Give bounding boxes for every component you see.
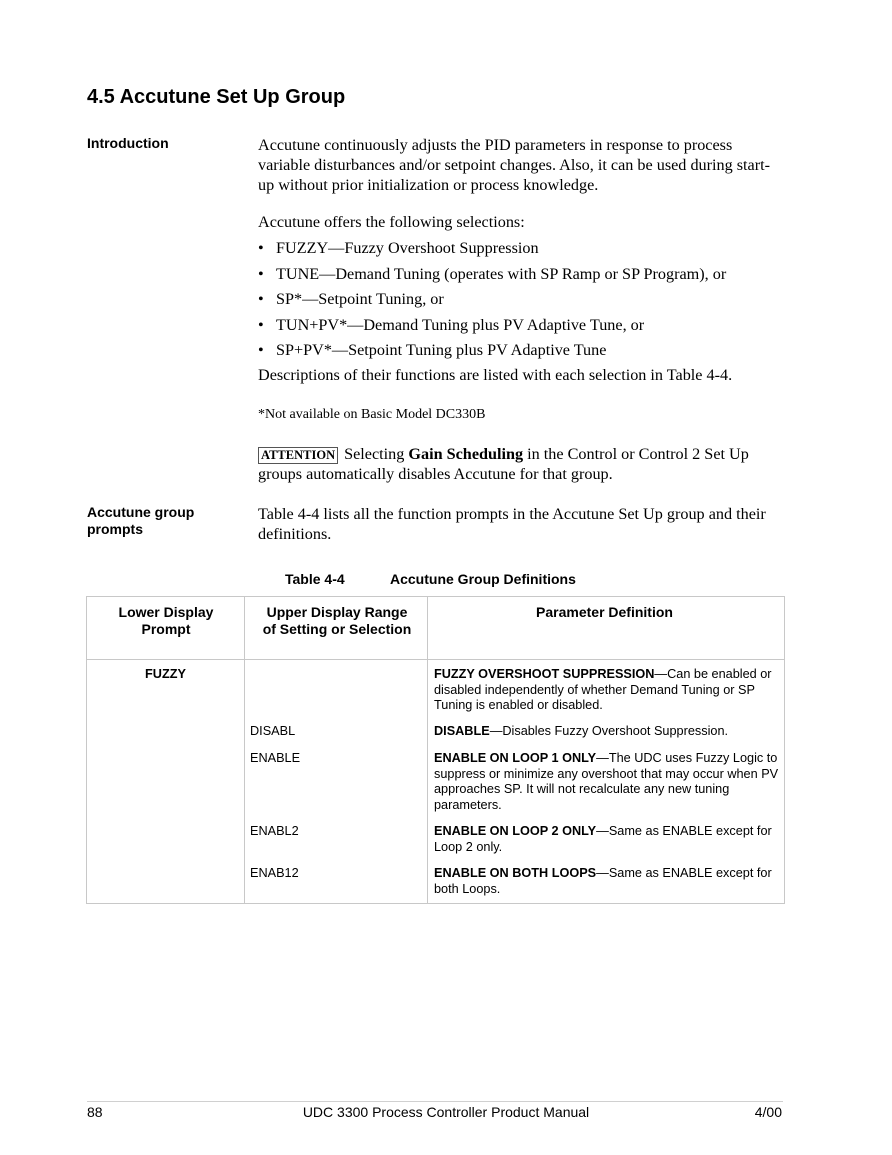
definition-term: FUZZY OVERSHOOT SUPPRESSION: [434, 667, 655, 681]
descriptions-line: Descriptions of their functions are listed with each selection in Table 4-4.: [258, 366, 733, 384]
column-divider: [427, 597, 428, 903]
definition-term: ENABLE ON BOTH LOOPS: [434, 866, 597, 880]
prompt-cell: FUZZY: [145, 667, 186, 681]
column-divider: [244, 597, 245, 903]
table-row-definition: [434, 724, 779, 740]
offers-line: Accutune offers the following selections:: [258, 213, 525, 231]
attention-text-after: in the Control or Control 2 Set Up groups automatically disables Accutune for that group.: [258, 445, 749, 483]
footer-rule: [87, 1101, 783, 1102]
definition-text: —Same as ENABLE except for Loop 2 only.: [434, 824, 772, 854]
list-item-text: FUZZY—Fuzzy Overshoot Suppression: [276, 239, 539, 257]
setting-cell: ENAB12: [250, 866, 299, 880]
list-item-text: SP+PV*—Setpoint Tuning plus PV Adaptive Tune: [276, 341, 607, 359]
list-item-text: SP*—Setpoint Tuning, or: [276, 290, 444, 308]
table-row-definition: [434, 824, 779, 855]
header-upper-display-range: Upper Display Range of Setting or Selection: [262, 604, 412, 637]
table-row-definition: [434, 866, 779, 897]
section-title: 4.5 Accutune Set Up Group: [87, 86, 346, 108]
table-caption-number: Table 4-4: [285, 571, 345, 587]
definition-text: —Can be enabled or disabled independently of whether Demand Tuning or SP Tuning is enabled or disabled.: [434, 667, 772, 712]
attention-badge: ATTENTION: [258, 447, 338, 464]
list-item-text: TUNE—Demand Tuning (operates with SP Ramp or SP Program), or: [276, 264, 727, 283]
definition-term: DISABLE: [434, 724, 490, 738]
setting-cell: DISABL: [250, 724, 296, 738]
header-lower-display-prompt: Lower Display Prompt: [118, 604, 214, 637]
definition-term: ENABLE ON LOOP 2 ONLY: [434, 824, 597, 838]
list-item: [258, 289, 778, 315]
bullet-icon: •: [258, 290, 264, 308]
list-item: [258, 340, 778, 366]
header-divider: [87, 659, 784, 660]
revision-date: 4/00: [754, 1104, 782, 1120]
table-row-definition: [434, 751, 779, 813]
list-item: [258, 264, 778, 290]
header-parameter-definition: Parameter Definition: [536, 604, 673, 620]
table-caption-title: Accutune Group Definitions: [390, 571, 576, 587]
definition-text: —The UDC uses Fuzzy Logic to suppress or minimize any overshoot that may occur when PV approaches SP. It will not recalculate any new tuning parameters.: [434, 751, 779, 812]
setting-cell: ENABL2: [250, 824, 299, 838]
list-item: [258, 315, 778, 341]
prompts-paragraph: Table 4-4 lists all the function prompts in the Accutune Set Up group and their definitions.: [258, 505, 766, 543]
attention-text-before: Selecting: [344, 445, 409, 463]
bullet-icon: •: [258, 341, 264, 359]
bullet-icon: •: [258, 239, 264, 257]
list-item: [258, 238, 778, 264]
list-item-text: TUN+PV*—Demand Tuning plus PV Adaptive Tune, or: [276, 315, 645, 334]
bullet-icon: •: [258, 315, 264, 334]
introduction-label: Introduction: [87, 135, 169, 151]
intro-paragraph: Accutune continuously adjusts the PID parameters in response to process variable disturbances and/or setpoint changes. Also, it can be used during start-up without prior initialization or process knowledge.: [258, 136, 771, 194]
selection-list: [258, 238, 778, 366]
definition-text: —Disables Fuzzy Overshoot Suppression.: [489, 724, 729, 738]
definitions-table: [86, 596, 785, 904]
setting-cell: ENABLE: [250, 751, 301, 765]
definition-term: ENABLE ON LOOP 1 ONLY: [434, 751, 597, 765]
table-row-definition: [434, 667, 779, 714]
attention-paragraph: [258, 444, 778, 484]
prompts-label: Accutune group prompts: [87, 504, 195, 537]
manual-title: UDC 3300 Process Controller Product Manual: [302, 1104, 590, 1120]
attention-bold-text: Gain Scheduling: [408, 445, 524, 463]
model-note: *Not available on Basic Model DC330B: [258, 407, 486, 422]
definition-text: —Same as ENABLE except for both Loops.: [434, 866, 772, 896]
page-number: 88: [87, 1104, 103, 1120]
bullet-icon: •: [258, 264, 264, 283]
